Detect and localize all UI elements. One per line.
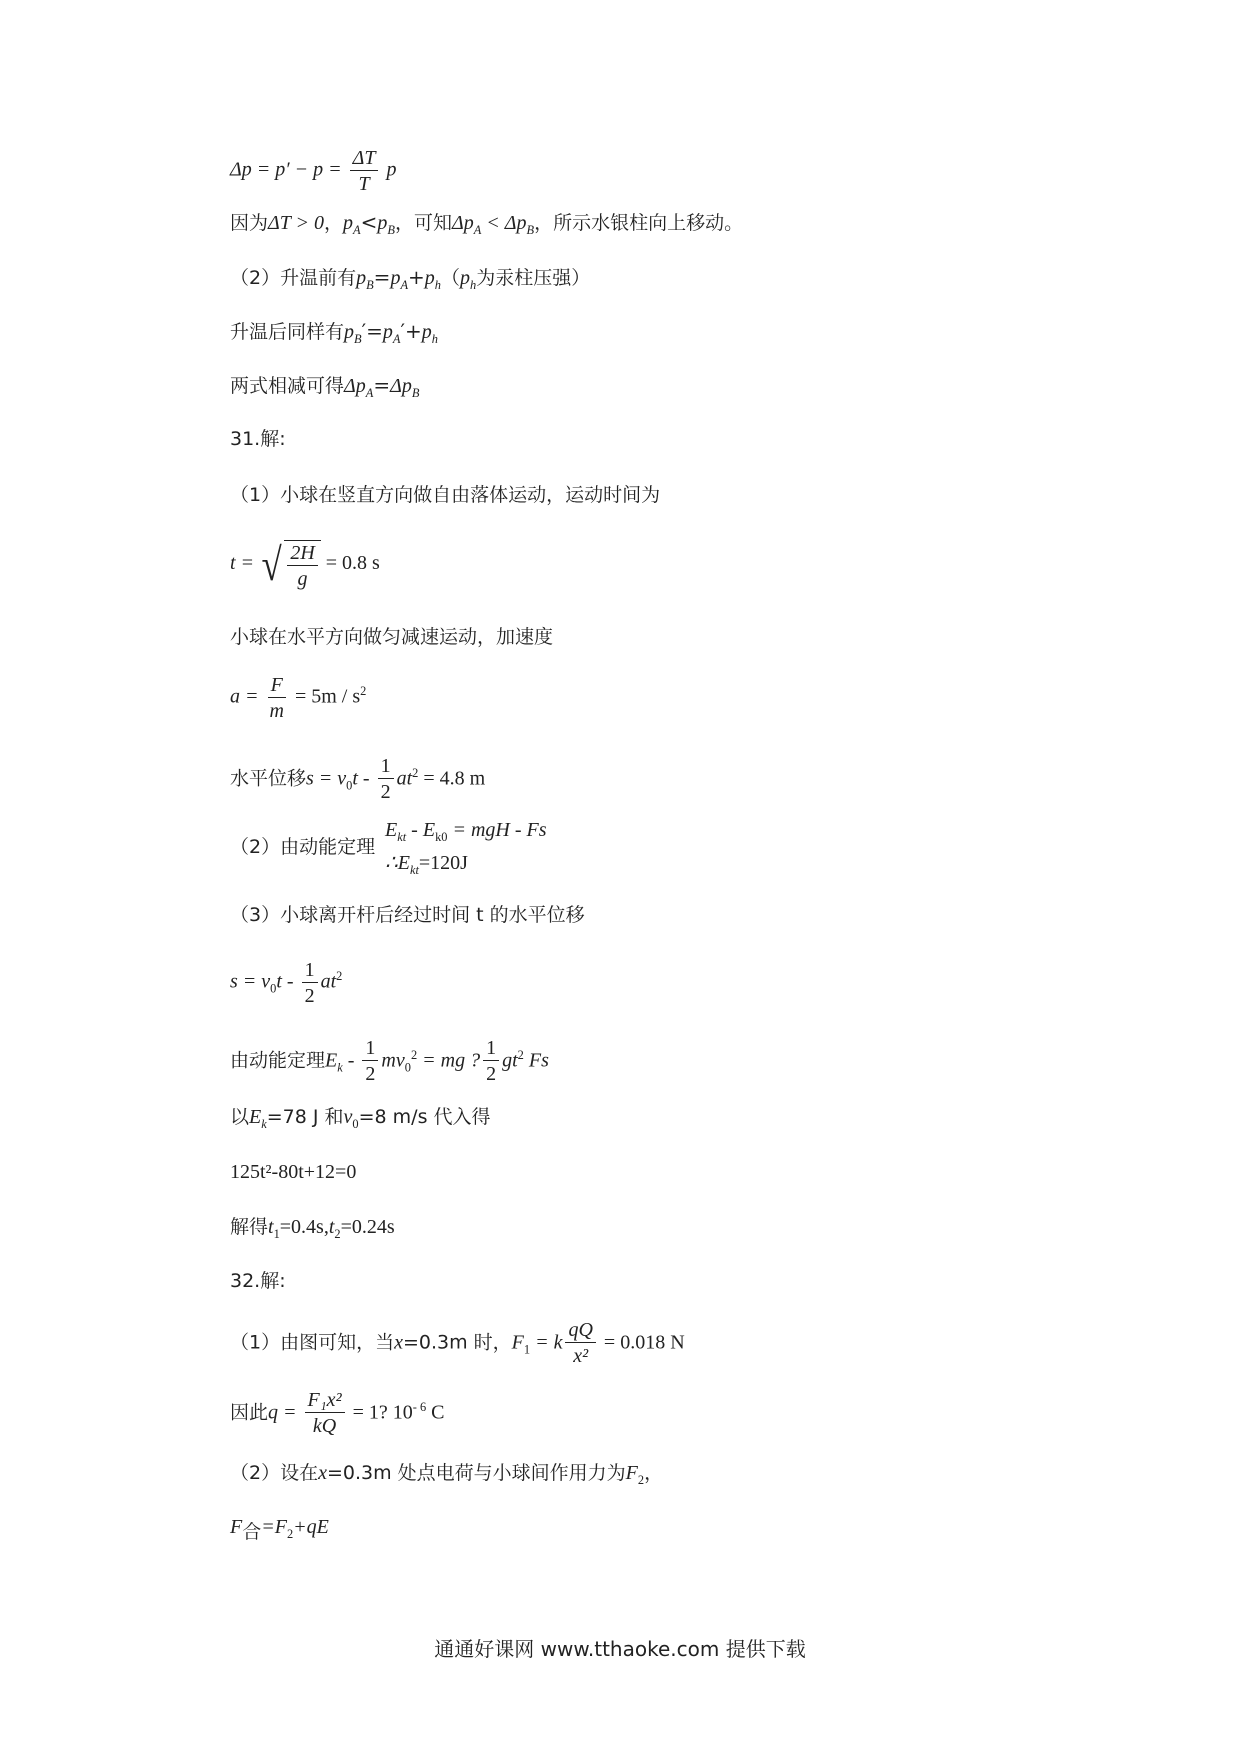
energy-equation-bottom: $\therefore E_{kt}=120J$ xyxy=(385,852,468,877)
horizontal-motion-text: 小球在水平方向做匀减速运动，加速度 xyxy=(230,626,554,648)
problem-31-heading: 31.解: xyxy=(230,428,286,450)
quadratic-equation: 125t²-80t+12=0 xyxy=(230,1161,357,1183)
delta-p-equation: Δp = p′ − p = $\frac{\Delta T}{T}$ p xyxy=(230,147,397,195)
page-footer: 通通好课网 www.tthaoke.com 提供下载 xyxy=(434,1637,806,1661)
conclusion-line: 因为ΔT > 0，$p_A<p_B$，可知$\Delta p_A < \Delta p_B$，所示水银柱向上移动。 xyxy=(230,210,744,237)
part-3-text: （3）小球离开杆后经过时间 t 的水平位移 xyxy=(230,904,585,926)
part-2-force-text: （2）设在x=0.3m 处点电荷与小球间作用力为$F_2$， xyxy=(230,1462,664,1487)
pre-heating-line: （2）升温前有$p_B=p_A+p_h(p_h$为汞柱压强） xyxy=(230,265,591,292)
acceleration-equation: a = $\frac{F}{m}$ = $5m / s^2$ xyxy=(230,674,367,722)
part-2-text: （2）由动能定理 xyxy=(230,836,376,858)
part-1-text: （1）小球在竖直方向做自由落体运动，运动时间为 xyxy=(230,484,661,506)
kinetic-energy-line: 由动能定理$E_k$ - $\frac{1}{2}$ $mv_0^2$ = mg ? $\frac{1}{2}$ $gt^2$ Fs xyxy=(230,1037,549,1085)
displacement-equation: $s = v_0t$ - $\frac{1}{2}$ $at^2$ xyxy=(230,959,343,1007)
sqrt-symbol: √ $\frac{2H}{g}$ xyxy=(259,540,321,589)
solution-line: 解得$t_1=0.4s,t_2=0.24s$ xyxy=(230,1216,395,1241)
net-force-line: $F_合=F_2+qE$ xyxy=(230,1516,329,1543)
displacement-line: 水平位移$s = v_0t$ - $\frac{1}{2}$ $at^2 = 4.8$ m xyxy=(230,755,486,803)
fraction: $\frac{\Delta T}{T}$ xyxy=(350,148,379,194)
energy-equation-top: $E_{kt} - E_{k0}$ = mgH - Fs xyxy=(385,819,547,844)
post-heating-line: 升温后同样有$p_B'=p_A'+p_h$ xyxy=(230,319,438,346)
subtract-line: 两式相减可得$\Delta p_A=\Delta p_B$ xyxy=(230,373,420,400)
substitution-line: 以$E_k=78$ J 和$v_0=8$ m/s 代入得 xyxy=(230,1106,491,1131)
problem-32-heading: 32.解: xyxy=(230,1270,286,1292)
charge-line: 因此q = $\frac{\text{F₁x²}}{kQ}$ = 1? $10^{- 6}$ C xyxy=(230,1389,445,1437)
force-line: （1）由图可知，当x=0.3m 时，$F_1 = k$ $\frac{qQ}{\text{x²}}$ = 0.018 N xyxy=(230,1319,685,1367)
time-equation: t = √ $\frac{2H}{g}$ = 0.8 s xyxy=(230,538,380,590)
